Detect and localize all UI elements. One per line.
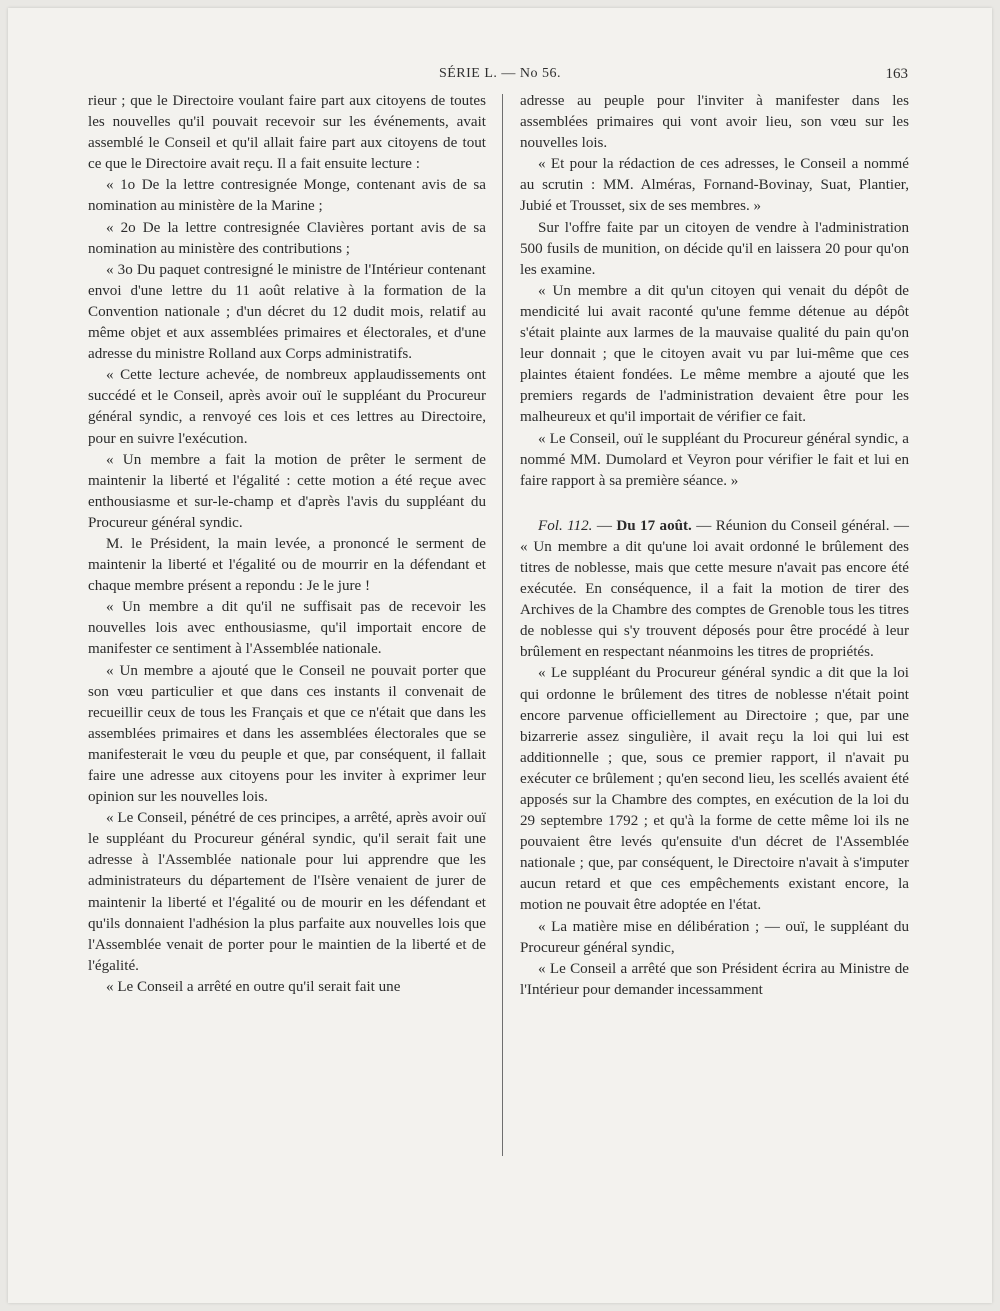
folio-reference: Fol. 112. xyxy=(538,517,593,534)
paragraph: « Un membre a fait la motion de prêter le serment de maintenir la liberté et l'égalité : cette motion a été reçue avec enthousiasme et sur-le-champ et d'après l'avis du suppléant du Procureur général syndic. xyxy=(88,451,486,531)
paragraph: Sur l'offre faite par un citoyen de vendre à l'administration 500 fusils de munition, on décide qu'il en laissera 20 pour qu'on les examine. xyxy=(520,219,909,278)
paragraph: « 1o De la lettre contresignée Monge, contenant avis de sa nomination au ministère de la Marine ; xyxy=(88,177,486,215)
column-divider xyxy=(502,94,503,1156)
paragraph: rieur ; que le Directoire voulant faire part aux citoyens de toutes les nouvelles qu'il pouvait recevoir sur les événements, avait assemblé le Conseil et qu'il allait faire part aux citoyens de tout ce que le Directoire avait reçu. Il a fait ensuite lecture : xyxy=(88,93,486,173)
folio-dash: — xyxy=(592,517,617,534)
paragraph: « Un membre a ajouté que le Conseil ne pouvait porter que son vœu particulier et que dans ces instants il convenait de recueillir ceux de tous les Français et que ce n'était que dans les assemblées primaires et dans les assemblées électorales que se manifesterait le vœu du peuple et que, par conséquent, il fallait faire une adresse aux citoyens pour les inviter à exprimer leur opinion sur les nouvelles lois. xyxy=(88,662,486,806)
paragraph: « Le Conseil, pénétré de ces principes, a arrêté, après avoir ouï le suppléant du Procureur général syndic, qu'il serait fait une adresse à l'Assemblée nationale pour lui apprendre que les administrateurs du département de l'Isère venaient de jurer de maintenir la liberté et l'égalité ou de mourir en les défendant et qu'ils donnaient l'adhésion la plus parfaite aux nouvelles lois que l'Assemblée venait de porter pour le maintien de la liberté et de l'égalité. xyxy=(88,810,486,974)
folio-paragraph xyxy=(520,516,909,664)
paragraph: M. le Président, la main levée, a prononcé le serment de maintenir la liberté et l'égalité ou de mourrir en la défendant et chaque membre présent a repondu : Je le jure ! xyxy=(88,535,486,595)
series-title: SÉRIE L. — No 56. xyxy=(438,66,562,81)
folio-date: Du 17 août. xyxy=(616,517,692,534)
paragraph: « Le Conseil a arrêté que son Président écrira au Ministre de l'Intérieur pour demander incessamment xyxy=(520,960,909,998)
paragraph: « 3o Du paquet contresigné le ministre de l'Intérieur contenant envoi d'une lettre du 11 août relative à la formation de la Convention nationale ; d'un décret du 12 dudit mois, relatif au même objet et aux assemblées primaires et électorales, et d'une adresse du ministre Rolland aux Corps administratifs. xyxy=(88,261,486,363)
paragraph: « Cette lecture achevée, de nombreux applaudissements ont succédé et le Conseil, après avoir ouï le suppléant du Procureur général syndic, a renvoyé ces lois et ces lettres au Directoire, pour en suivre l'exécution. xyxy=(88,367,486,447)
right-column xyxy=(520,91,909,1001)
paragraph: « 2o De la lettre contresignée Clavières portant avis de sa nomination au ministère des contributions ; xyxy=(88,219,486,257)
section-gap xyxy=(520,492,909,516)
page-number: 163 xyxy=(885,66,908,82)
paragraph: « Le suppléant du Procureur général syndic a dit que la loi qui ordonne le brûlement des titres de noblesse n'était point encore parvenue officiellement au Directoire ; que, par une bizarrerie assez singulière, il avait reçu la loi qui lui est additionnelle ; que, sous ce premier rapport, il n'avait pu exécuter ce brûlement ; qu'en second lieu, les scellés avaient été apposés sur la Chambre des comptes, en exécution de la loi du 29 septembre 1792 ; et qu'à la forme de cette même loi ils ne pouvaient être levés qu'ensuite d'un décret de l'Assemblée nationale ; que, par conséquent, le Directoire n'avait à s'imputer aucun retard et que ces empêchements existant encore, la motion ne pouvait être adoptée en l'état. xyxy=(520,665,909,914)
left-column xyxy=(88,91,486,998)
paragraph: « La matière mise en délibération ; — ouï, le suppléant du Procureur général syndic, xyxy=(520,918,909,956)
paragraph: « Le Conseil a arrêté en outre qu'il serait fait une xyxy=(106,978,401,995)
paragraph: « Et pour la rédaction de ces adresses, le Conseil a nommé au scrutin : MM. Alméras, Fornand-Bovinay, Suat, Plantier, Jubié et Trousset, six de ses membres. » xyxy=(520,156,909,215)
paragraph: « Un membre a dit qu'il ne suffisait pas de recevoir les nouvelles lois avec enthousiasme, qu'il importait encore de manifester ce sentiment à l'Assemblée nationale. xyxy=(88,599,486,658)
paragraph: adresse au peuple pour l'inviter à manifester dans les assemblées primaires qui vont avoir lieu, son vœu sur les nouvelles lois. xyxy=(520,93,909,152)
paragraph: « Un membre a dit qu'un citoyen qui venait du dépôt de mendicité lui avait raconté qu'une femme détenue au dépôt s'était plainte aux larmes de la mauvaise qualité du pain qu'on leur donnait ; que le citoyen avait vu par lui-même que ces plaintes étaient fondées. Le même membre a ajouté que les premiers regards de l'administration devaient être pour les malheureux et qu'il importait de vérifier ce fait. xyxy=(520,282,909,426)
folio-text: — Réunion du Conseil général. — « Un membre a dit qu'une loi avait ordonné le brûlement des titres de noblesse, mais que cette mesure n'avait pas encore été exécutée. En conséquence, il a fait la motion de tirer des Archives de la Chambre des comptes de Grenoble tous les titres de noblesse qui s'y trouvent déposés pour être procédé à leur brûlement en respectant néanmoins les titres de propriétés. xyxy=(520,517,909,661)
paragraph: « Le Conseil, ouï le suppléant du Procureur général syndic, a nommé MM. Dumolard et Veyron pour vérifier le fait et lui en faire rapport à sa première séance. » xyxy=(520,430,909,489)
running-header xyxy=(0,66,1000,86)
